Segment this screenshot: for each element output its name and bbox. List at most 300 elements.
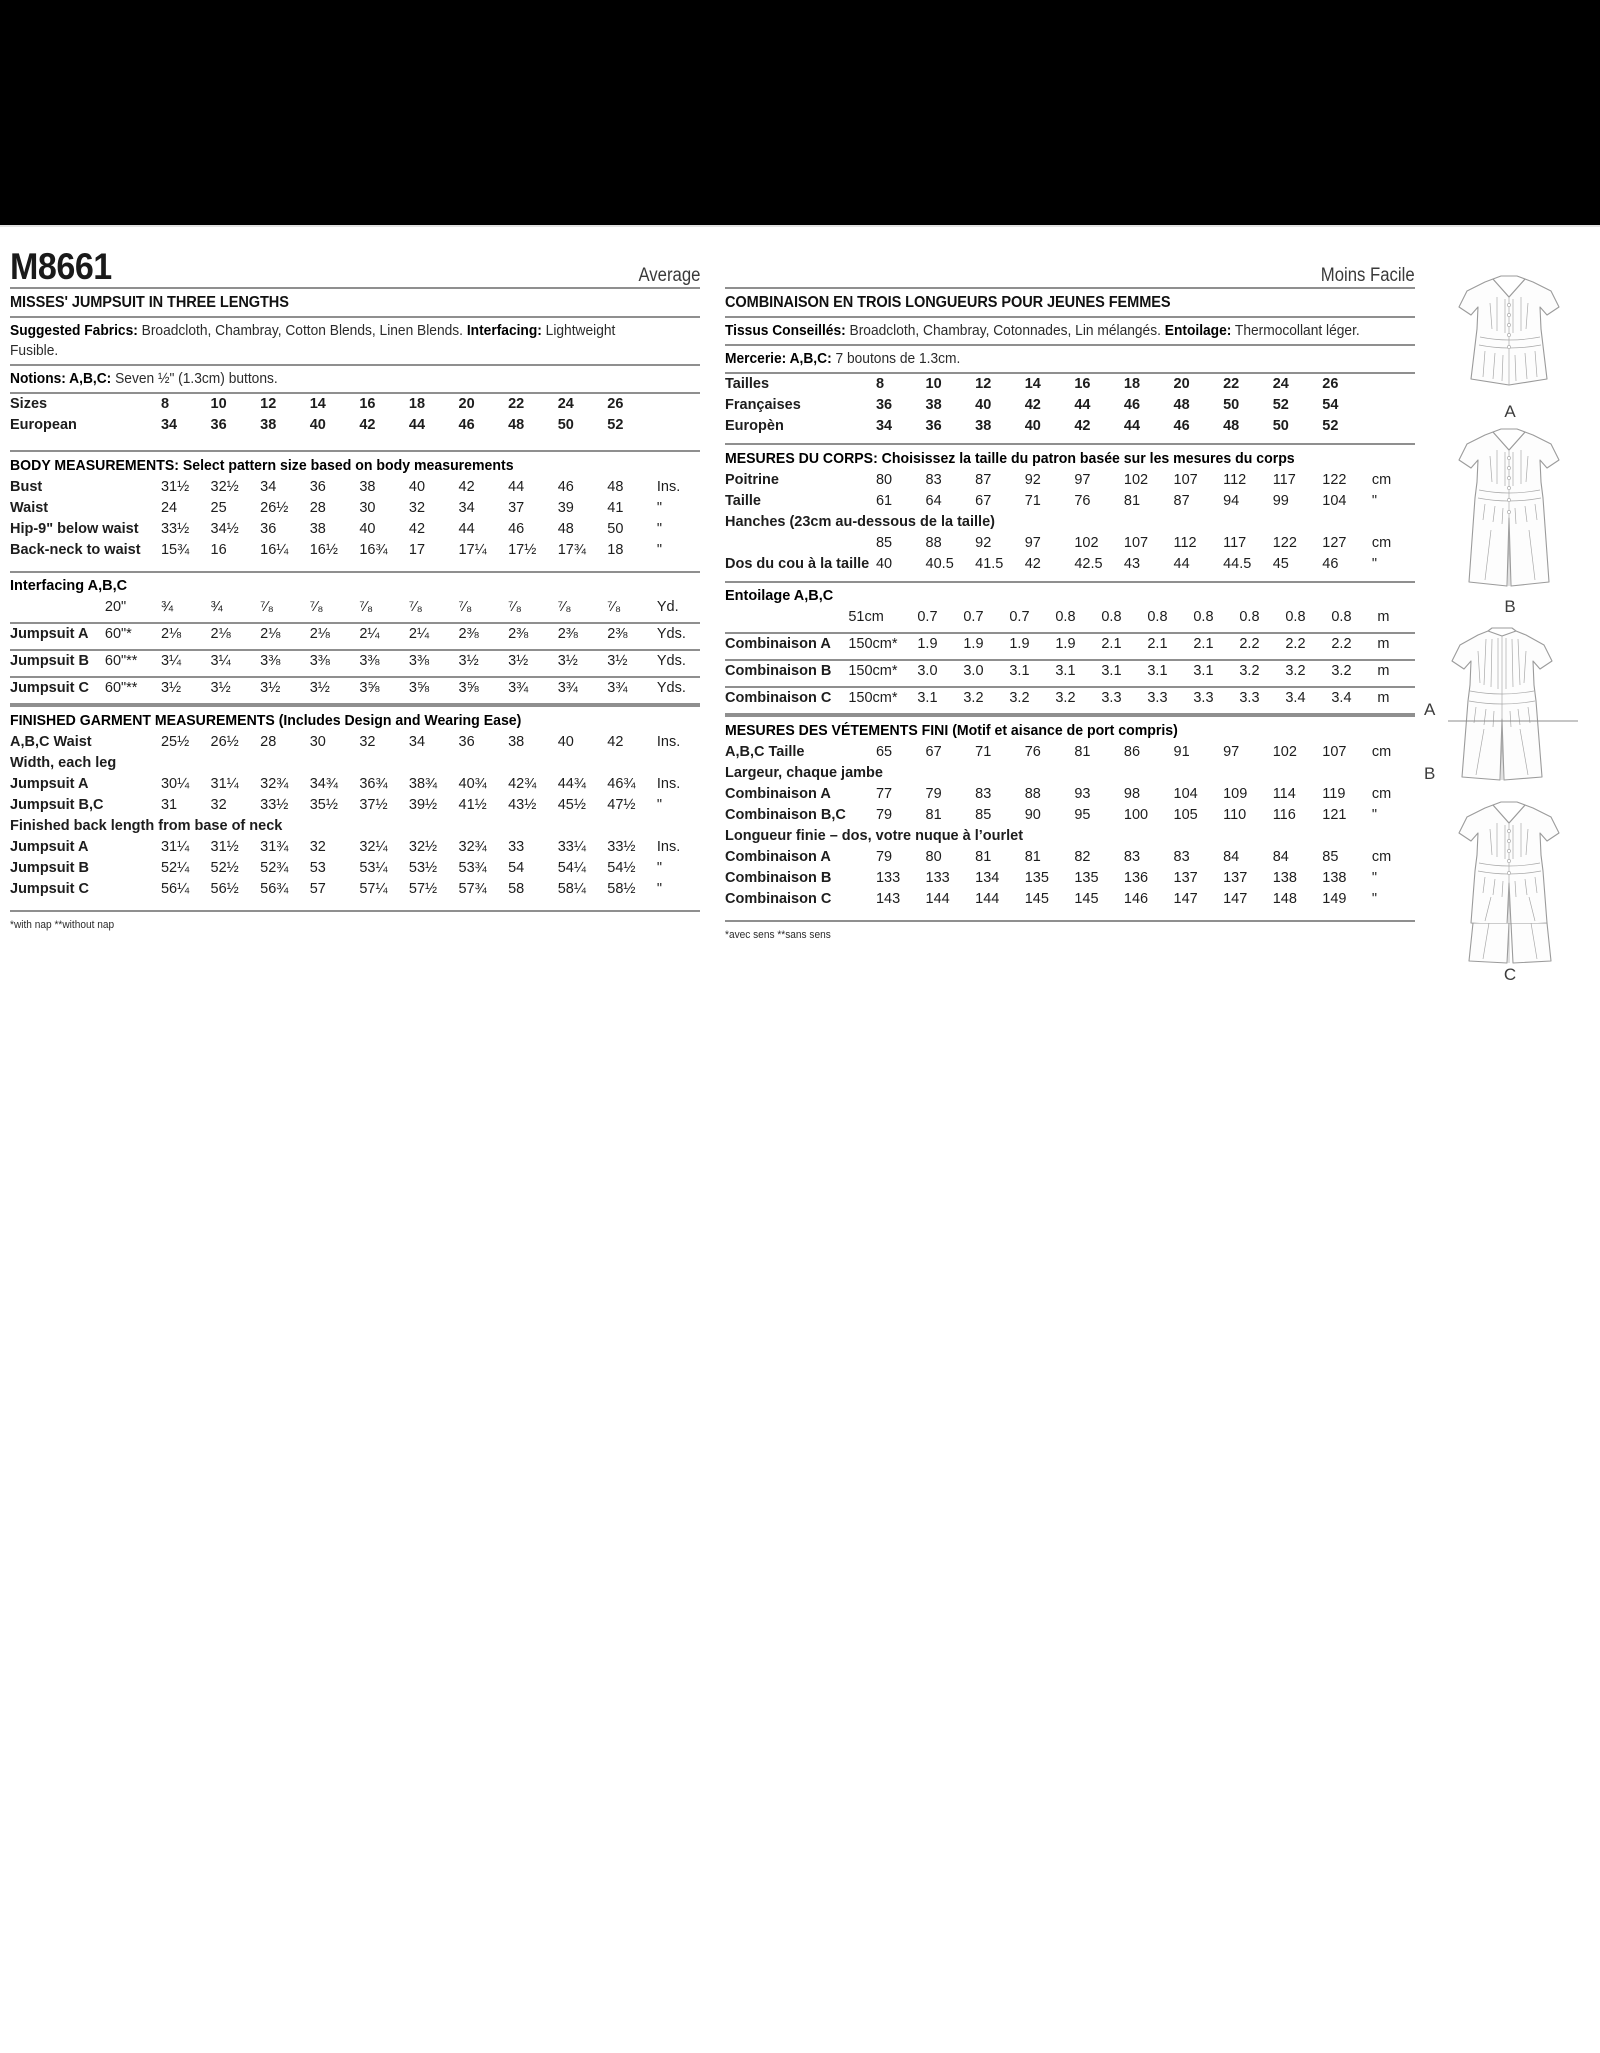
cell: 127 bbox=[1322, 535, 1347, 551]
cell: 2⅛ bbox=[309, 626, 330, 642]
cell: 2⅛ bbox=[260, 626, 281, 642]
cell: 53½ bbox=[408, 860, 438, 876]
cell: 50 bbox=[557, 417, 574, 433]
notions-text-fr: 7 boutons de 1.3cm. bbox=[831, 351, 961, 367]
cell: 32 bbox=[309, 839, 326, 855]
finished-heading-fr: MESURES DES VÉTEMENTS FINI (Motif et aisance de port compris) bbox=[725, 722, 1178, 739]
row-label: Jumpsuit C bbox=[10, 680, 89, 696]
cell: 33½ bbox=[160, 521, 190, 537]
cell: 117 bbox=[1272, 472, 1296, 488]
cell: 80 bbox=[925, 849, 942, 865]
cell: 3½ bbox=[260, 680, 281, 696]
cell: 30¼ bbox=[160, 776, 190, 792]
back-view-label-a: A bbox=[1424, 700, 1436, 719]
cell: 3⅜ bbox=[309, 653, 330, 669]
cell: 8 bbox=[875, 376, 885, 392]
finished-rows-en bbox=[10, 732, 700, 900]
cell: 34¾ bbox=[309, 776, 338, 792]
cell: 36 bbox=[260, 521, 277, 537]
figure-mid bbox=[1420, 797, 1600, 927]
cell-unit: " bbox=[656, 521, 663, 537]
cell: 3⅜ bbox=[359, 653, 380, 669]
subheading: Finished back length from base of neck bbox=[10, 818, 283, 834]
fabric-width-cell: 60"** bbox=[104, 680, 138, 696]
cell: 98 bbox=[1123, 786, 1141, 802]
cell: 2¼ bbox=[408, 626, 430, 642]
cell: 25 bbox=[210, 500, 227, 516]
row-label: Back-neck to waist bbox=[10, 542, 141, 558]
cell: 48 bbox=[557, 521, 574, 537]
cell: 76 bbox=[1024, 744, 1041, 760]
cell: 2.1 bbox=[1101, 636, 1122, 652]
cell: 57 bbox=[309, 881, 326, 897]
table-row bbox=[10, 650, 700, 672]
table-row bbox=[725, 607, 1415, 628]
cell: 44¾ bbox=[557, 776, 586, 792]
row-label: A,B,C Taille bbox=[725, 744, 805, 760]
fabric-width-cell: 150cm* bbox=[848, 663, 898, 679]
row-label: Combinaison C bbox=[725, 690, 832, 706]
cell: 0.8 bbox=[1285, 609, 1306, 625]
cell: 44 bbox=[508, 479, 525, 495]
cell: 42¾ bbox=[508, 776, 537, 792]
cell: 33½ bbox=[607, 839, 636, 855]
row-label: Combinaison B bbox=[725, 663, 832, 679]
row-label bbox=[725, 533, 876, 554]
cell: 3½ bbox=[557, 653, 578, 669]
cell: 3.1 bbox=[1101, 663, 1122, 679]
cell: 32 bbox=[210, 797, 227, 813]
cell: 44.5 bbox=[1223, 556, 1252, 572]
row-label: Combinaison B,C bbox=[725, 807, 846, 823]
cell-unit: Yds. bbox=[656, 653, 686, 669]
cell: 12 bbox=[260, 396, 277, 412]
cell: 2.1 bbox=[1193, 636, 1214, 652]
cell: 146 bbox=[1123, 891, 1149, 907]
jumpsuit-back-view-icon bbox=[1432, 623, 1592, 793]
cell: 144 bbox=[975, 891, 1000, 907]
cell: 3.1 bbox=[1193, 663, 1214, 679]
cell-unit: Yds. bbox=[656, 680, 686, 696]
cell: 1.9 bbox=[963, 636, 984, 652]
finished-heading-en: FINISHED GARMENT MEASUREMENTS (Includes Design and Wearing Ease) bbox=[10, 712, 522, 729]
cell: 3½ bbox=[309, 680, 330, 696]
cell: 122 bbox=[1272, 535, 1297, 551]
cell: 144 bbox=[925, 891, 950, 907]
row-label: Tailles bbox=[725, 376, 770, 392]
cell: 45 bbox=[1272, 556, 1289, 572]
cell: 53¾ bbox=[458, 860, 487, 876]
cell: 40 bbox=[1024, 418, 1041, 434]
table-row bbox=[725, 416, 1415, 437]
yardage-table-en bbox=[10, 597, 700, 705]
row-label: Jumpsuit B,C bbox=[10, 797, 104, 813]
cell: 3.1 bbox=[917, 690, 938, 706]
cell: 38 bbox=[359, 479, 376, 495]
cell: 40 bbox=[359, 521, 376, 537]
letterbox-top bbox=[0, 0, 1600, 225]
cell: 42 bbox=[1024, 556, 1041, 572]
figure-c bbox=[1420, 923, 1600, 985]
cell: 1.9 bbox=[1055, 636, 1076, 652]
cell-unit: cm bbox=[1371, 535, 1392, 551]
cell-unit: cm bbox=[1371, 744, 1392, 760]
notions-label-en: Notions: A,B,C: bbox=[10, 371, 112, 387]
cell: 3⅜ bbox=[260, 653, 281, 669]
cell: 0.8 bbox=[1101, 609, 1122, 625]
cell: 39½ bbox=[408, 797, 438, 813]
cell: 42 bbox=[1024, 397, 1041, 413]
table-row bbox=[725, 687, 1415, 709]
table-row bbox=[725, 395, 1415, 416]
row-label: Combinaison A bbox=[725, 786, 831, 802]
cell: 45½ bbox=[557, 797, 586, 813]
cell: 38 bbox=[975, 418, 992, 434]
body-measurements-heading-fr: MESURES DU CORPS: Choisissez la taille du patron basée sur les mesures du corps bbox=[725, 450, 1295, 467]
cell: 46 bbox=[508, 521, 525, 537]
table-row bbox=[725, 491, 1415, 512]
cell: 40 bbox=[875, 556, 893, 572]
row-label: A,B,C Waist bbox=[10, 734, 92, 750]
table-rule-row bbox=[10, 699, 700, 704]
cell: 3⅜ bbox=[408, 653, 430, 669]
cell: 121 bbox=[1322, 807, 1347, 823]
cell: 18 bbox=[1123, 376, 1141, 392]
cell-unit: cm bbox=[1371, 849, 1392, 865]
cell: 2⅛ bbox=[160, 626, 182, 642]
cell: 3⅝ bbox=[408, 680, 430, 696]
finished-table-en bbox=[10, 732, 700, 900]
finished-rows-fr bbox=[725, 742, 1415, 910]
cell: 57¾ bbox=[458, 881, 487, 897]
cell: 83 bbox=[1173, 849, 1190, 865]
table-row bbox=[725, 847, 1415, 868]
cell: ⁷⁄₈ bbox=[508, 599, 522, 615]
jumpsuit-b-front-icon bbox=[1445, 422, 1575, 597]
cell: 2⅜ bbox=[557, 626, 578, 642]
cell: 24 bbox=[1272, 376, 1289, 392]
cell-unit: " bbox=[656, 860, 663, 876]
table-row bbox=[10, 879, 700, 900]
french-panel bbox=[725, 247, 1415, 943]
suggested-fabrics-fr bbox=[725, 318, 1381, 344]
cell: ⁷⁄₈ bbox=[260, 599, 274, 615]
cell-unit: " bbox=[1371, 807, 1378, 823]
table-row bbox=[10, 732, 700, 753]
cell-unit: " bbox=[1371, 556, 1378, 572]
cell: 32½ bbox=[408, 839, 438, 855]
cell: 0.8 bbox=[1331, 609, 1352, 625]
cell: 10 bbox=[210, 396, 227, 412]
cell: 38 bbox=[508, 734, 525, 750]
cell: 137 bbox=[1223, 870, 1248, 886]
cell: 76 bbox=[1074, 493, 1091, 509]
cell: 2⅜ bbox=[458, 626, 479, 642]
body-rows-en bbox=[10, 477, 700, 561]
notions-text-en: Seven ½" (1.3cm) buttons. bbox=[111, 371, 278, 387]
cell: 102 bbox=[1074, 535, 1099, 551]
cell: 0.7 bbox=[1009, 609, 1030, 625]
cell: 46 bbox=[1322, 556, 1339, 572]
cell: 61 bbox=[875, 493, 893, 509]
cell: 41½ bbox=[458, 797, 487, 813]
cell: 31½ bbox=[210, 839, 239, 855]
figure-label-b: B bbox=[1504, 597, 1516, 616]
row-label: Jumpsuit A bbox=[10, 839, 89, 855]
cell: 88 bbox=[925, 535, 942, 551]
english-header bbox=[10, 247, 700, 287]
table-row bbox=[10, 477, 700, 498]
cell: 16¾ bbox=[359, 542, 388, 558]
cell: 42 bbox=[408, 521, 426, 537]
cell-unit: " bbox=[656, 500, 663, 516]
cell: 122 bbox=[1322, 472, 1347, 488]
interfacing-heading-fr: Entoilage A,B,C bbox=[725, 588, 834, 604]
table-row bbox=[725, 805, 1415, 826]
cell: 31 bbox=[160, 797, 178, 813]
cell: 3.2 bbox=[1285, 663, 1306, 679]
interfacing-heading-en: Interfacing A,B,C bbox=[10, 578, 128, 594]
cell: 81 bbox=[1123, 493, 1141, 509]
cell: 54 bbox=[508, 860, 525, 876]
cell: 50 bbox=[1223, 397, 1240, 413]
cell: 3.2 bbox=[1009, 690, 1030, 706]
cell: 32¼ bbox=[359, 839, 388, 855]
cell: 43½ bbox=[508, 797, 537, 813]
cell-unit bbox=[657, 394, 700, 415]
table-row bbox=[725, 868, 1415, 889]
cell: 54¼ bbox=[557, 860, 586, 876]
cell: 1.9 bbox=[1009, 636, 1030, 652]
cell: 46 bbox=[458, 417, 475, 433]
cell-unit bbox=[1372, 416, 1415, 437]
cell: ¾ bbox=[210, 599, 223, 615]
cell: 136 bbox=[1123, 870, 1149, 886]
cell: 16½ bbox=[309, 542, 338, 558]
divider bbox=[10, 699, 700, 704]
cell-unit: " bbox=[656, 881, 663, 897]
cell: 112 bbox=[1173, 535, 1197, 551]
cell: 42.5 bbox=[1074, 556, 1103, 572]
yardage-rows-fr bbox=[725, 607, 1415, 714]
garment-title-fr: COMBINAISON EN TROIS LONGUEURS POUR JEUNES FEMMES bbox=[725, 294, 1171, 311]
cell: 17½ bbox=[508, 542, 537, 558]
cell: 3.1 bbox=[1009, 663, 1030, 679]
cell: 3⅝ bbox=[359, 680, 380, 696]
row-label: Bust bbox=[10, 479, 43, 495]
cell: 32 bbox=[359, 734, 376, 750]
row-label: European bbox=[10, 417, 77, 433]
cell: 16 bbox=[1074, 376, 1091, 392]
cell: 16¼ bbox=[260, 542, 289, 558]
suggested-fabrics-en bbox=[10, 318, 666, 364]
sizes-table-fr bbox=[725, 374, 1415, 437]
cell: 81 bbox=[975, 849, 992, 865]
row-label: Hip-9" below waist bbox=[10, 521, 139, 537]
cell: 25½ bbox=[160, 734, 190, 750]
cell: 32¾ bbox=[260, 776, 289, 792]
cell-unit: m bbox=[1377, 609, 1390, 625]
cell: 56¼ bbox=[160, 881, 190, 897]
cell: 41 bbox=[607, 500, 624, 516]
cell: 32½ bbox=[210, 479, 239, 495]
cell: 50 bbox=[1272, 418, 1289, 434]
cell: 57¼ bbox=[359, 881, 388, 897]
cell: 47½ bbox=[607, 797, 636, 813]
cell: 133 bbox=[925, 870, 950, 886]
cell: 53 bbox=[309, 860, 326, 876]
cell: 3½ bbox=[210, 680, 231, 696]
row-label: Jumpsuit C bbox=[10, 881, 89, 897]
row-label: Sizes bbox=[10, 396, 48, 412]
cell: 3.0 bbox=[917, 663, 938, 679]
cell: 0.8 bbox=[1193, 609, 1214, 625]
cell: 97 bbox=[1223, 744, 1240, 760]
cell: 3⅝ bbox=[458, 680, 479, 696]
cell: 147 bbox=[1223, 891, 1248, 907]
cell: 3¾ bbox=[508, 680, 529, 696]
cell: 3½ bbox=[508, 653, 529, 669]
cell: 3¼ bbox=[210, 653, 231, 669]
cell: 15¾ bbox=[160, 542, 190, 558]
cell: 92 bbox=[975, 535, 992, 551]
cell-unit: " bbox=[1371, 493, 1378, 509]
table-row bbox=[725, 660, 1415, 682]
cell: 93 bbox=[1074, 786, 1091, 802]
cell: 56¾ bbox=[260, 881, 289, 897]
cell: 20 bbox=[458, 396, 475, 412]
cell: 22 bbox=[508, 396, 525, 412]
cell: 52¼ bbox=[160, 860, 190, 876]
cell: 2⅜ bbox=[508, 626, 529, 642]
row-label bbox=[725, 607, 848, 628]
cell: 138 bbox=[1272, 870, 1297, 886]
cell: 30 bbox=[359, 500, 376, 516]
cell: 54 bbox=[1322, 397, 1339, 413]
divider bbox=[725, 709, 1415, 714]
cell: 87 bbox=[975, 472, 992, 488]
cell: 32¾ bbox=[458, 839, 487, 855]
garment-title-en: MISSES' JUMPSUIT IN THREE LENGTHS bbox=[10, 294, 289, 311]
cell: 14 bbox=[309, 396, 326, 412]
cell: 137 bbox=[1173, 870, 1198, 886]
cell: 34 bbox=[458, 500, 475, 516]
table-row bbox=[10, 540, 700, 561]
row-label: Dos du cou à la taille bbox=[725, 556, 870, 572]
cell: 16 bbox=[210, 542, 227, 558]
cell: 83 bbox=[925, 472, 942, 488]
cell: 34½ bbox=[210, 521, 239, 537]
cell: ⁷⁄₈ bbox=[607, 599, 621, 615]
cell-unit: cm bbox=[1371, 472, 1392, 488]
cell: ⁷⁄₈ bbox=[309, 599, 324, 615]
row-label: Europèn bbox=[725, 418, 784, 434]
cell: 3.3 bbox=[1147, 690, 1168, 706]
cell: 112 bbox=[1223, 472, 1247, 488]
cell: 48 bbox=[1173, 397, 1190, 413]
cell: 28 bbox=[260, 734, 277, 750]
figure-a bbox=[1420, 267, 1600, 422]
cell: 42 bbox=[359, 417, 376, 433]
table-subheading-row bbox=[725, 512, 1415, 533]
difficulty-label-en: Average bbox=[638, 265, 700, 286]
cell-unit: Ins. bbox=[656, 734, 681, 750]
sizes-rows-fr bbox=[725, 374, 1415, 437]
yardage-table-fr bbox=[725, 607, 1415, 715]
cell: 87 bbox=[1173, 493, 1190, 509]
table-row bbox=[725, 554, 1415, 575]
cell: 94 bbox=[1223, 493, 1240, 509]
fabric-width-cell: 60"** bbox=[104, 653, 138, 669]
cell: 138 bbox=[1322, 870, 1347, 886]
cell-unit: Yds. bbox=[656, 626, 686, 642]
cell: 81 bbox=[1074, 744, 1091, 760]
cell: 83 bbox=[1123, 849, 1141, 865]
cell: 8 bbox=[160, 396, 170, 412]
cell: 37 bbox=[508, 500, 525, 516]
table-row bbox=[10, 795, 700, 816]
cell: ¾ bbox=[160, 599, 174, 615]
cell: 36 bbox=[925, 418, 942, 434]
fabric-width-cell: 60"* bbox=[104, 626, 132, 642]
cell: 71 bbox=[1024, 493, 1041, 509]
cell: 44 bbox=[1173, 556, 1190, 572]
cell: 119 bbox=[1322, 786, 1346, 802]
table-row bbox=[10, 837, 700, 858]
cell: 149 bbox=[1322, 891, 1347, 907]
cell: 143 bbox=[875, 891, 901, 907]
cell: 53¼ bbox=[359, 860, 388, 876]
cell: 84 bbox=[1223, 849, 1240, 865]
cell: 34 bbox=[875, 418, 893, 434]
row-label: Waist bbox=[10, 500, 49, 516]
cell: 104 bbox=[1173, 786, 1198, 802]
cell: 148 bbox=[1272, 891, 1297, 907]
table-subheading-row bbox=[725, 826, 1415, 847]
cell: 85 bbox=[875, 535, 893, 551]
french-header bbox=[725, 247, 1415, 287]
cell: 114 bbox=[1272, 786, 1296, 802]
cell: 26 bbox=[607, 396, 624, 412]
cell: 43 bbox=[1123, 556, 1141, 572]
cell: 135 bbox=[1024, 870, 1049, 886]
cell: 3½ bbox=[458, 653, 479, 669]
cell-unit bbox=[1372, 395, 1415, 416]
body-rows-fr bbox=[725, 470, 1415, 575]
cell: 3.3 bbox=[1239, 690, 1260, 706]
table-row bbox=[725, 742, 1415, 763]
cell: 48 bbox=[607, 479, 624, 495]
cell: 3¾ bbox=[557, 680, 578, 696]
cell: 3½ bbox=[607, 653, 628, 669]
cell: 33½ bbox=[260, 797, 289, 813]
cell: 17¼ bbox=[458, 542, 487, 558]
cell: 58½ bbox=[607, 881, 636, 897]
fabrics-label-en: Suggested Fabrics: bbox=[10, 323, 138, 339]
cell: 28 bbox=[309, 500, 326, 516]
row-label: Françaises bbox=[725, 397, 801, 413]
cell: 46 bbox=[557, 479, 574, 495]
table-row bbox=[10, 597, 700, 618]
cell: 147 bbox=[1173, 891, 1198, 907]
cell: 48 bbox=[1223, 418, 1240, 434]
cell-unit: Yd. bbox=[656, 599, 679, 615]
cell: 42 bbox=[607, 734, 624, 750]
fabrics-text-en: Broadcloth, Chambray, Cotton Blends, Linen Blends. bbox=[137, 323, 467, 339]
cell: 20 bbox=[1173, 376, 1190, 392]
table-row bbox=[10, 415, 700, 436]
finished-table-fr bbox=[725, 742, 1415, 910]
